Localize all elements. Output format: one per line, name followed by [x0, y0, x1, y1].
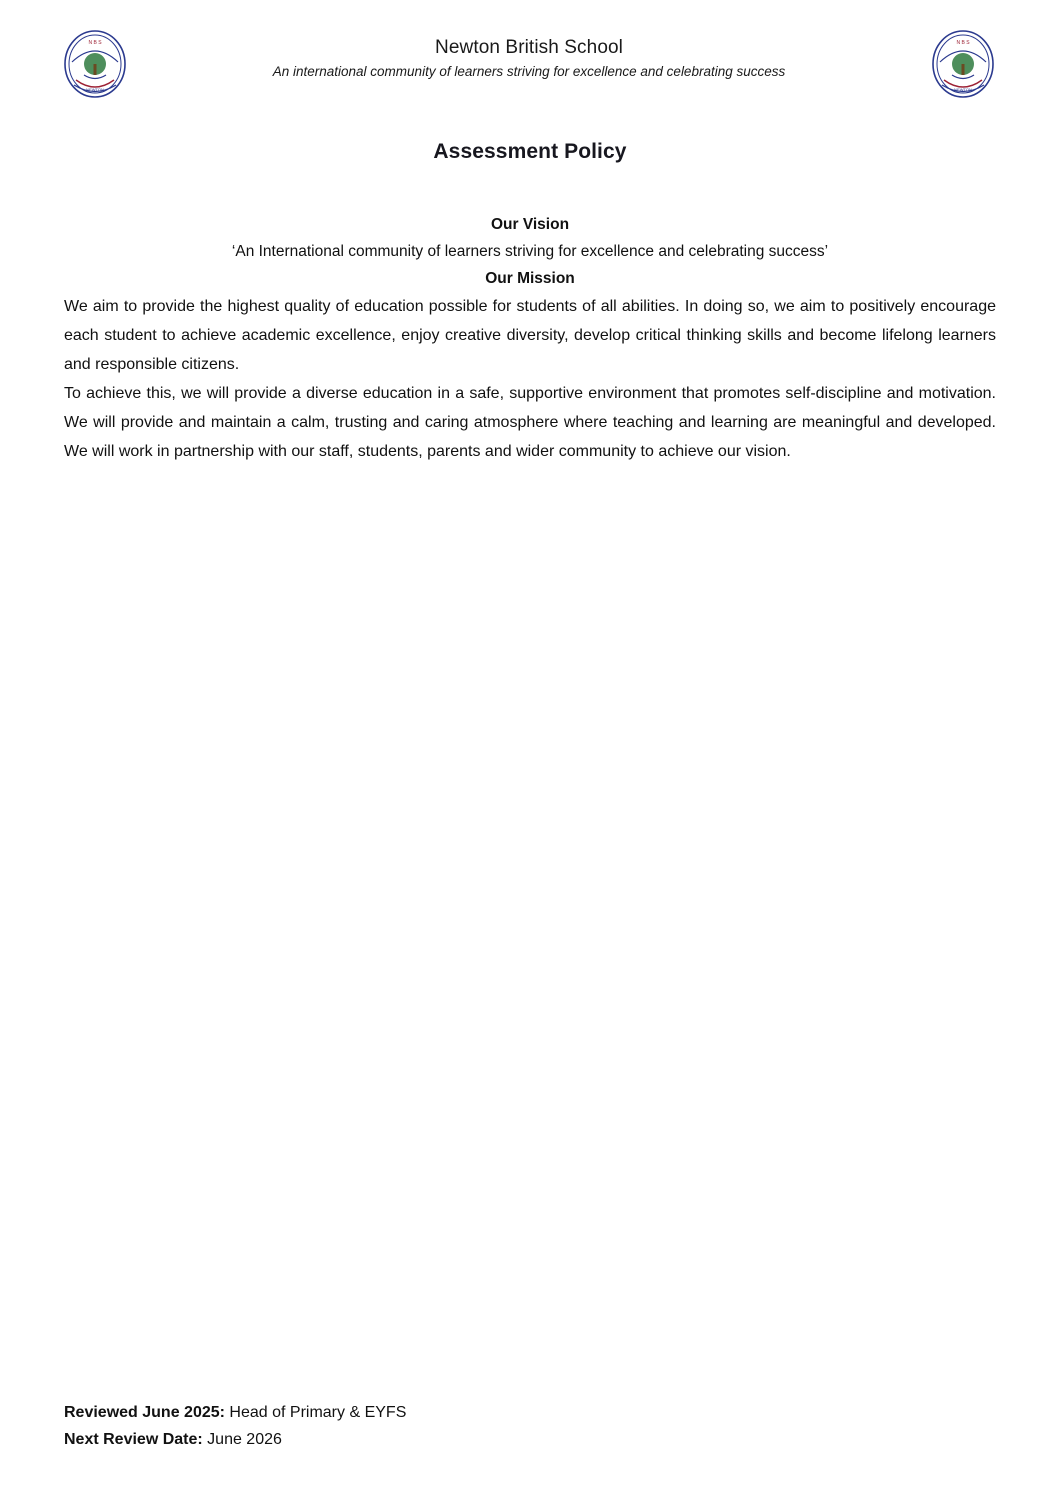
- next-review-value: June 2026: [202, 1431, 282, 1448]
- school-crest-icon: [62, 28, 128, 100]
- page-header: [0, 22, 1058, 102]
- reviewed-value: Head of Primary & EYFS: [224, 1404, 407, 1421]
- mission-paragraph-1: We aim to provide the highest quality of education possible for students of all abilities. In doing so, we aim to positively encourage each student to achieve academic excellence, enjoy creative diversity, develop critical thinking skills and become lifelong learners and responsible citizens.: [64, 298, 996, 373]
- reviewed-label: Reviewed June 2025:: [64, 1404, 225, 1421]
- next-review-label: Next Review Date:: [64, 1431, 203, 1448]
- mission-heading: Our Mission: [485, 270, 575, 287]
- school-tagline: An international community of learners striving for excellence and celebrating success: [272, 64, 786, 79]
- page-footer: [64, 1399, 406, 1453]
- next-review-line: [64, 1426, 406, 1453]
- school-crest-icon: [930, 28, 996, 100]
- vision-heading: Our Vision: [490, 216, 570, 233]
- document-body: [64, 140, 996, 466]
- svg-text:N B S: N B S: [88, 40, 102, 46]
- school-name: Newton British School: [435, 37, 623, 58]
- svg-text:NEWTON: NEWTON: [86, 87, 104, 92]
- vision-statement: ‘An International community of learners striving for excellence and celebrating success’: [231, 243, 829, 260]
- svg-text:NEWTON: NEWTON: [954, 87, 972, 92]
- header-title-block: [180, 36, 878, 82]
- svg-text:N B S: N B S: [956, 40, 970, 46]
- page-title: Assessment Policy: [433, 140, 627, 163]
- reviewed-line: [64, 1399, 406, 1426]
- mission-paragraph-2: To achieve this, we will provide a diverse education in a safe, supportive environment that promotes self-discipline and motivation. We will provide and maintain a calm, trusting and caring atmosphere where teaching and learning are meaningful and developed. We will work in partnership with our staff, students, parents and wider community to achieve our vision.: [64, 385, 996, 460]
